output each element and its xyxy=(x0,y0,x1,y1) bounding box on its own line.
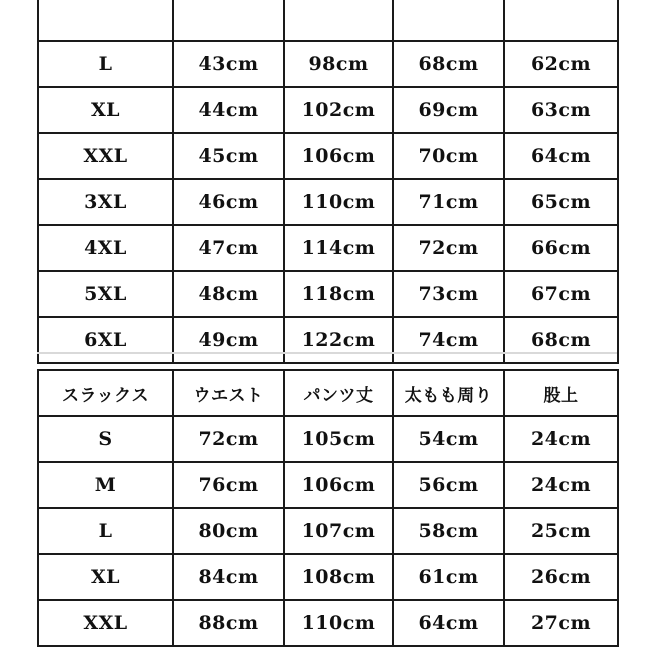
value-cell: 63cm xyxy=(504,87,618,133)
size-cell: 6XL xyxy=(38,317,173,363)
header-waist: ウエスト xyxy=(173,370,284,416)
value-cell: 65cm xyxy=(504,179,618,225)
table-row xyxy=(38,0,618,41)
value-cell: 66cm xyxy=(504,225,618,271)
value-cell: 49cm xyxy=(173,317,284,363)
header-rise: 股上 xyxy=(504,370,618,416)
value-cell: 105cm xyxy=(284,416,393,462)
table-row xyxy=(38,416,618,462)
table-row xyxy=(38,271,618,317)
value-cell: 46cm xyxy=(173,179,284,225)
size-cell: L xyxy=(38,41,173,87)
table-row xyxy=(38,508,618,554)
value-cell: 45cm xyxy=(173,133,284,179)
value-cell: 67cm xyxy=(504,271,618,317)
table-row xyxy=(38,133,618,179)
table-row xyxy=(38,317,618,363)
value-cell: 48cm xyxy=(173,271,284,317)
value-cell: 118cm xyxy=(284,271,393,317)
section-divider xyxy=(37,352,617,354)
value-cell: 24cm xyxy=(504,462,618,508)
value-cell xyxy=(393,0,504,41)
table-header-row xyxy=(38,370,618,416)
value-cell: 110cm xyxy=(284,600,393,646)
table-row xyxy=(38,225,618,271)
value-cell: 56cm xyxy=(393,462,504,508)
size-cell: 5XL xyxy=(38,271,173,317)
value-cell: 102cm xyxy=(284,87,393,133)
value-cell: 58cm xyxy=(393,508,504,554)
header-pants-length: パンツ丈 xyxy=(284,370,393,416)
value-cell: 24cm xyxy=(504,416,618,462)
value-cell: 47cm xyxy=(173,225,284,271)
value-cell: 122cm xyxy=(284,317,393,363)
value-cell xyxy=(284,0,393,41)
slacks-size-table xyxy=(37,369,619,647)
size-cell: XL xyxy=(38,554,173,600)
value-cell: 106cm xyxy=(284,133,393,179)
value-cell xyxy=(504,0,618,41)
size-cell: 3XL xyxy=(38,179,173,225)
value-cell: 64cm xyxy=(504,133,618,179)
size-cell xyxy=(38,0,173,41)
value-cell: 70cm xyxy=(393,133,504,179)
value-cell: 71cm xyxy=(393,179,504,225)
header-thigh: 太もも周り xyxy=(393,370,504,416)
table-row xyxy=(38,41,618,87)
value-cell: 73cm xyxy=(393,271,504,317)
value-cell: 69cm xyxy=(393,87,504,133)
value-cell: 68cm xyxy=(393,41,504,87)
size-cell: XXL xyxy=(38,133,173,179)
value-cell: 64cm xyxy=(393,600,504,646)
size-cell: XL xyxy=(38,87,173,133)
value-cell: 107cm xyxy=(284,508,393,554)
size-cell: XXL xyxy=(38,600,173,646)
value-cell xyxy=(173,0,284,41)
value-cell: 68cm xyxy=(504,317,618,363)
table-row xyxy=(38,554,618,600)
value-cell: 74cm xyxy=(393,317,504,363)
value-cell: 80cm xyxy=(173,508,284,554)
value-cell: 88cm xyxy=(173,600,284,646)
value-cell: 61cm xyxy=(393,554,504,600)
value-cell: 72cm xyxy=(173,416,284,462)
value-cell: 98cm xyxy=(284,41,393,87)
value-cell: 25cm xyxy=(504,508,618,554)
value-cell: 62cm xyxy=(504,41,618,87)
tops-size-table xyxy=(37,0,619,364)
header-slacks: スラックス xyxy=(38,370,173,416)
size-cell: M xyxy=(38,462,173,508)
table-row xyxy=(38,462,618,508)
value-cell: 76cm xyxy=(173,462,284,508)
value-cell: 72cm xyxy=(393,225,504,271)
table-row xyxy=(38,179,618,225)
value-cell: 43cm xyxy=(173,41,284,87)
table-row xyxy=(38,87,618,133)
size-cell: S xyxy=(38,416,173,462)
value-cell: 114cm xyxy=(284,225,393,271)
size-cell: 4XL xyxy=(38,225,173,271)
size-cell: L xyxy=(38,508,173,554)
value-cell: 44cm xyxy=(173,87,284,133)
table-row xyxy=(38,600,618,646)
value-cell: 26cm xyxy=(504,554,618,600)
value-cell: 54cm xyxy=(393,416,504,462)
value-cell: 27cm xyxy=(504,600,618,646)
value-cell: 106cm xyxy=(284,462,393,508)
value-cell: 108cm xyxy=(284,554,393,600)
value-cell: 84cm xyxy=(173,554,284,600)
value-cell: 110cm xyxy=(284,179,393,225)
